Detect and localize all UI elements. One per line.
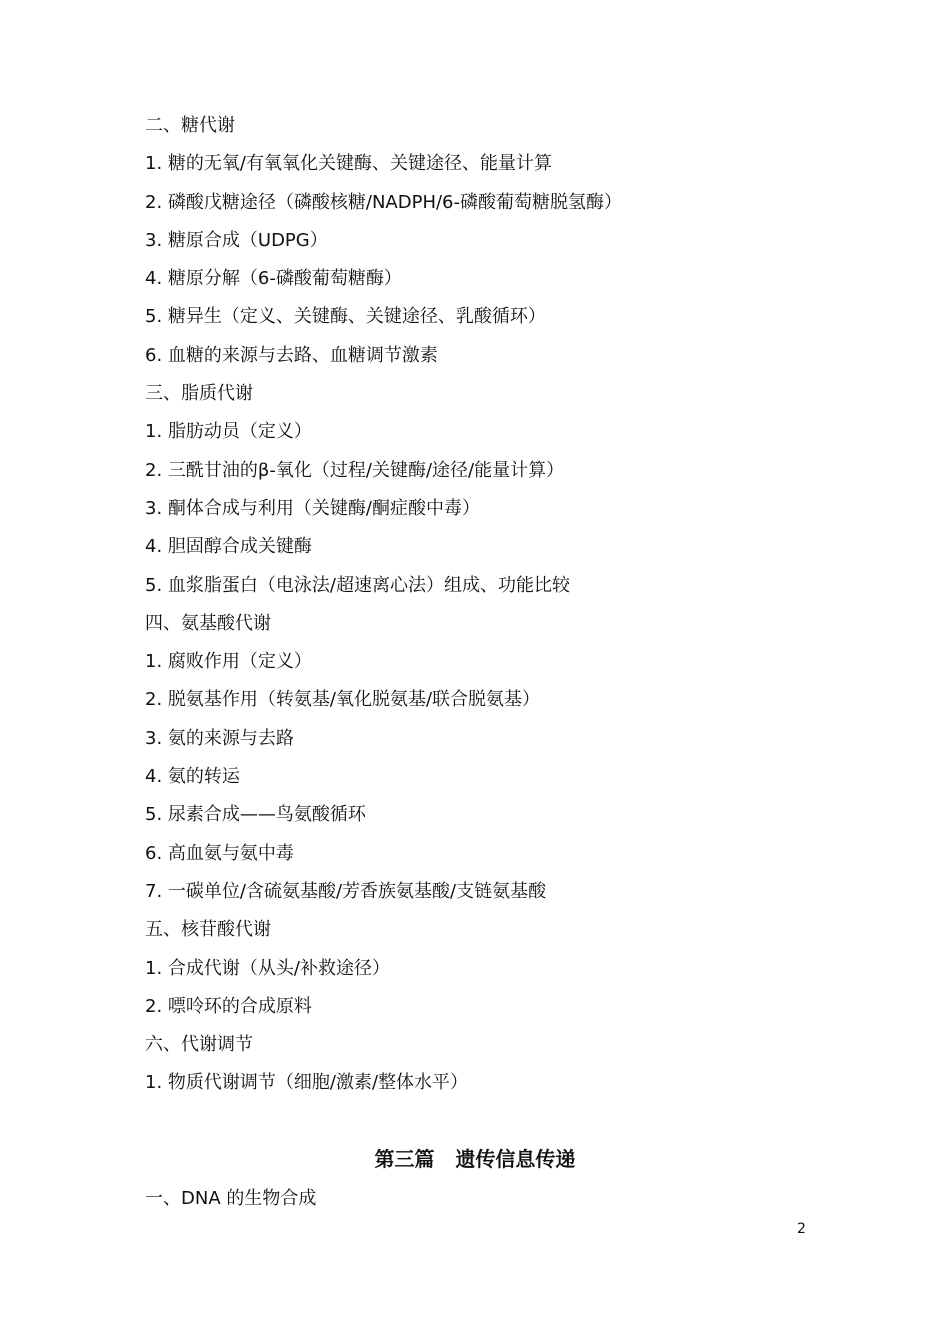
outline-line: 1. 物质代谢调节（细胞/激素/整体水平） [145, 1072, 469, 1094]
outline-line: 7. 一碳单位/含硫氨基酸/芳香族氨基酸/支链氨基酸 [145, 880, 547, 902]
outline-line: 1. 糖的无氧/有氧氧化关键酶、关键途径、能量计算 [145, 153, 552, 175]
outline-line: 5. 糖异生（定义、关键酶、关键途径、乳酸循环） [145, 306, 546, 328]
outline-list [145, 107, 825, 1103]
outline-line: 1. 脂肪动员（定义） [145, 421, 312, 443]
part-title: 第三篇 遗传信息传递 [374, 1147, 576, 1171]
outline-line: 六、代谢调节 [145, 1034, 253, 1056]
section-heading: 一、DNA 的生物合成 [145, 1188, 317, 1209]
outline-line: 2. 嘌呤环的合成原料 [145, 995, 312, 1017]
outline-line: 5. 尿素合成——鸟氨酸循环 [145, 804, 366, 826]
outline-line: 1. 腐败作用（定义） [145, 651, 312, 673]
outline-line: 四、氨基酸代谢 [145, 612, 271, 634]
outline-line: 三、脂质代谢 [145, 383, 253, 405]
outline-line: 6. 血糖的来源与去路、血糖调节激素 [145, 344, 438, 366]
outline-line: 4. 氨的转运 [145, 766, 240, 788]
outline-line: 二、糖代谢 [145, 115, 235, 136]
outline-line: 3. 酮体合成与利用（关键酶/酮症酸中毒） [145, 497, 480, 519]
outline-line: 6. 高血氨与氨中毒 [145, 842, 294, 864]
outline-line: 2. 脱氨基作用（转氨基/氧化脱氨基/联合脱氨基） [145, 689, 541, 711]
outline-line: 4. 胆固醇合成关键酶 [145, 536, 312, 558]
outline-line: 2. 磷酸戊糖途径（磷酸核糖/NADPH/6-磷酸葡萄糖脱氢酶） [145, 191, 622, 213]
outline-line: 1. 合成代谢（从头/补救途径） [145, 957, 390, 979]
outline-line: 4. 糖原分解（6-磷酸葡萄糖酶） [145, 268, 402, 290]
outline-line: 五、核苷酸代谢 [145, 919, 271, 941]
outline-line: 3. 氨的来源与去路 [145, 727, 294, 749]
outline-line: 3. 糖原合成（UDPG） [145, 229, 328, 251]
page-number: 2 [797, 1221, 806, 1237]
outline-line: 5. 血浆脂蛋白（电泳法/超速离心法）组成、功能比较 [145, 574, 570, 596]
outline-line: 2. 三酰甘油的β-氧化（过程/关键酶/途径/能量计算） [145, 459, 565, 481]
